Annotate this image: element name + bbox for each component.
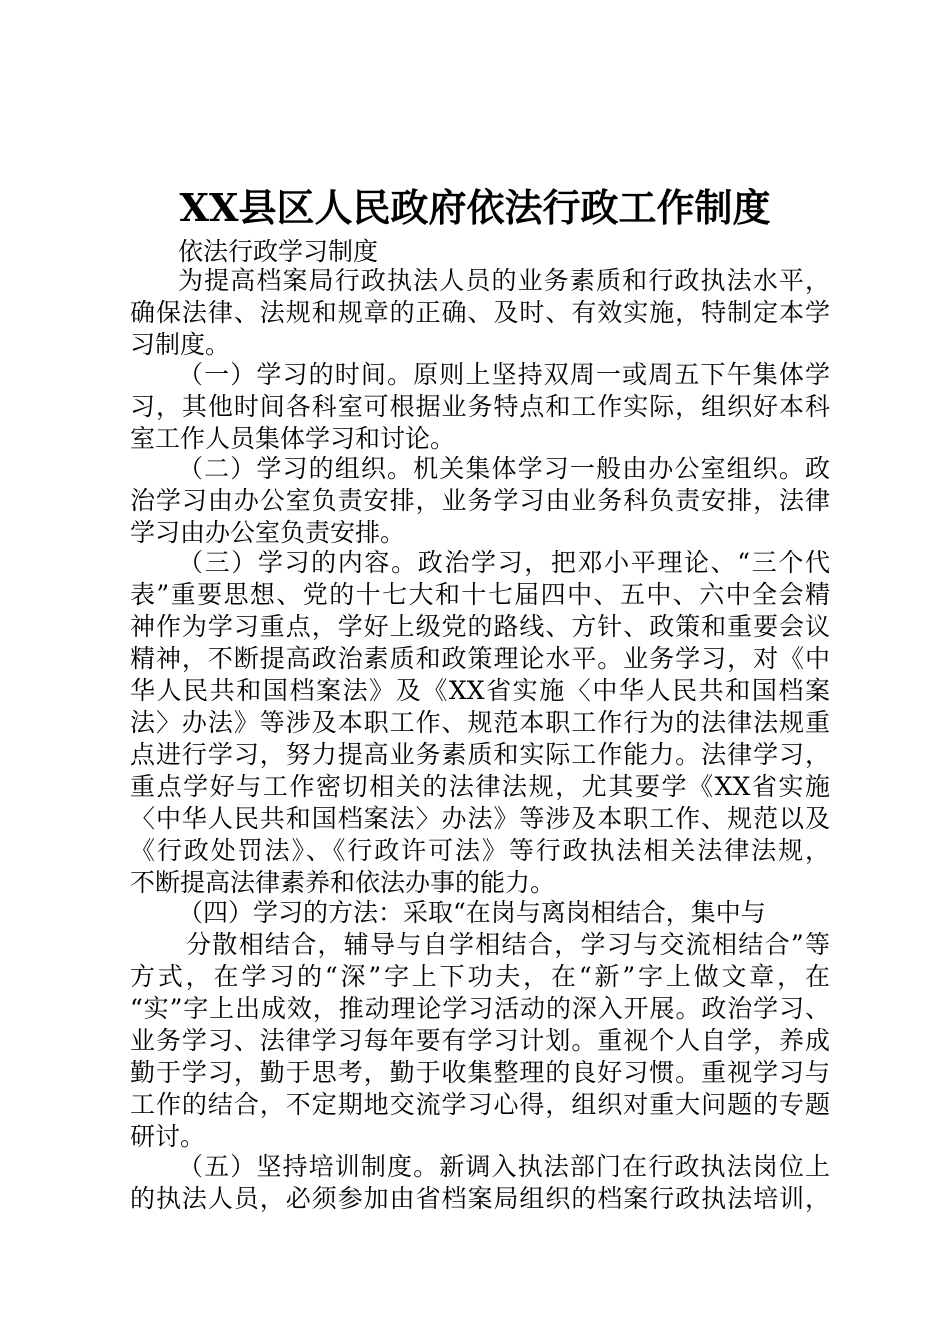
paragraph-line: 业务学习、法律学习每年要有学习计划。重视个人自学，养成	[130, 1026, 830, 1055]
paragraph-line: 《行政处罚法》、《行政许可法》等行政执法相关法律法规，	[130, 836, 830, 865]
paragraph-line: （二）学习的组织。机关集体学习一般由办公室组织。政	[178, 454, 830, 483]
paragraph-line: 室工作人员集体学习和讨论。	[130, 424, 456, 453]
paragraph-line: 习制度。	[130, 330, 231, 359]
paragraph-line: 治学习由办公室负责安排，业务学习由业务科负责安排，法律	[130, 486, 830, 515]
paragraph-line: 法〉办法》等涉及本职工作、规范本职工作行为的法律法规重	[130, 708, 830, 737]
paragraph-line: 勤于学习，勤于思考，勤于收集整理的良好习惯。重视学习与	[130, 1058, 830, 1087]
paragraph-line: 学习由办公室负责安排。	[130, 518, 406, 547]
paragraph-line: 点进行学习，努力提高业务素质和实际工作能力。法律学习，	[130, 740, 830, 769]
paragraph-line: 分散相结合，辅导与自学相结合，学习与交流相结合”等	[186, 930, 830, 959]
paragraph-line: 研讨。	[130, 1122, 206, 1151]
paragraph-line: 工作的结合，不定期地交流学习心得，组织对重大问题的专题	[130, 1090, 830, 1119]
paragraph-line: （一）学习的时间。原则上坚持双周一或周五下午集体学	[178, 360, 830, 389]
paragraph-line: 华人民共和国档案法》及《XX省实施〈中华人民共和国档案	[130, 676, 830, 705]
paragraph-line: 表”重要思想、党的十七大和十七届四中、五中、六中全会精	[130, 580, 830, 609]
paragraph-line: （四）学习的方法：采取“在岗与离岗相结合，集中与	[178, 898, 766, 927]
document-title: XX县区人民政府依法行政工作制度	[179, 185, 771, 230]
paragraph-line: 方式，在学习的“深”字上下功夫，在“新”字上做文章，在	[130, 962, 830, 991]
paragraph-line: （三）学习的内容。政治学习，把邓小平理论、“三个代	[178, 548, 830, 577]
paragraph-line: 为提高档案局行政执法人员的业务素质和行政执法水平，	[178, 266, 830, 295]
paragraph-line: 的执法人员，必须参加由省档案局组织的档案行政执法培训，	[130, 1184, 830, 1213]
section-heading: 依法行政学习制度	[178, 237, 379, 266]
paragraph-line: “实”字上出成效，推动理论学习活动的深入开展。政治学习、	[130, 994, 830, 1023]
paragraph-line: 确保法律、法规和规章的正确、及时、有效实施，特制定本学	[130, 298, 830, 327]
paragraph-line: 不断提高法律素养和依法办事的能力。	[130, 868, 556, 897]
paragraph-line: 〈中华人民共和国档案法〉办法》等涉及本职工作、规范以及	[130, 804, 830, 833]
paragraph-line: 精神，不断提高政治素质和政策理论水平。业务学习，对《中	[130, 644, 830, 673]
paragraph-line: 习，其他时间各科室可根据业务特点和工作实际，组织好本科	[130, 392, 830, 421]
paragraph-line: 重点学好与工作密切相关的法律法规，尤其要学《XX省实施	[130, 772, 830, 801]
paragraph-line: 神作为学习重点，学好上级党的路线、方针、政策和重要会议	[130, 612, 830, 641]
paragraph-line: （五）坚持培训制度。新调入执法部门在行政执法岗位上	[178, 1152, 830, 1181]
